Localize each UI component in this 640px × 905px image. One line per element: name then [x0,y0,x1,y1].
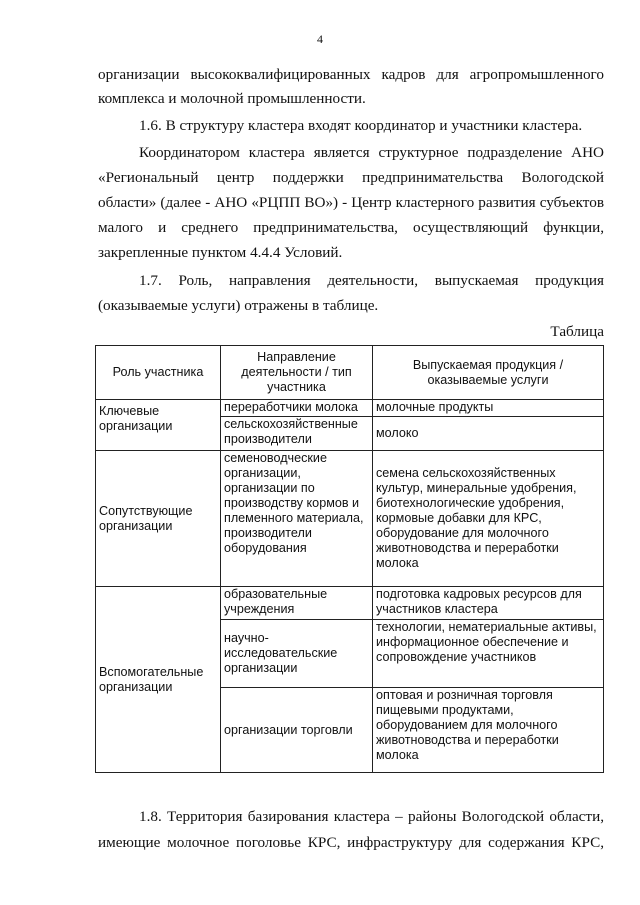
page-number: 4 [317,32,323,46]
role-supporting: Вспомогательные организации [96,587,221,773]
coordinator-line-4: малого и среднего предпринимательства, осуществляющий функции, [98,219,604,236]
intro-line-2: комплекса и молочной промышленности. [98,90,366,107]
type-cell: семеноводческие организации, организации по производству кормов и племенного материала, производители оборудования [221,451,373,587]
paragraph-1-7-line-1: 1.7. Роль, направления деятельности, выпускаемая продукция [139,272,604,289]
paragraph-1-7-line-2: (оказываемые услуги) отражены в таблице. [98,297,379,314]
type-cell: научно-исследовательские организации [221,620,373,688]
coordinator-line-1: Координатором кластера является структурное подразделение АНО [139,144,604,161]
coordinator-line-5: закрепленные пунктом 4.4.4 Условий. [98,244,343,261]
header-product: Выпускаемая продукция / оказываемые услуги [373,346,604,400]
table-caption: Таблица [550,323,604,340]
paragraph-1-6: 1.6. В структуру кластера входят координатор и участники кластера. [139,117,583,134]
product-cell: молоко [373,417,604,451]
coordinator-line-2: «Региональный центр поддержки предпринимательства Вологодской [98,169,604,186]
table-row [96,400,604,417]
intro-line-1: организации высококвалифицированных кадров для агропромышленного [98,66,604,83]
paragraph-1-8-line-2: имеющие молочное поголовье КРС, инфраструктуру для содержания КРС, [98,834,604,851]
header-role: Роль участника [96,346,221,400]
product-cell: технологии, нематериальные активы, информационное обеспечение и сопровождение участников [373,620,604,688]
type-cell: организации торговли [221,688,373,773]
type-cell: образовательные учреждения [221,587,373,620]
product-cell: оптовая и розничная торговля пищевыми продуктами, оборудованием для молочного животноводства и переработки молока [373,688,604,773]
type-cell: сельскохозяйственные производители [221,417,373,451]
role-key: Ключевые организации [96,400,221,451]
header-type: Направление деятельности / тип участника [221,346,373,400]
type-cell: переработчики молока [221,400,373,417]
role-related: Сопутствующие организации [96,451,221,587]
product-cell: семена сельскохозяйственных культур, минеральные удобрения, биотехнологические удобрения, кормовые добавки для КРС, оборудование для молочного животноводства и переработки молока [373,451,604,587]
cluster-table [95,345,604,773]
table-row [96,587,604,620]
table-header-row [96,346,604,400]
table-row [96,451,604,587]
paragraph-1-8-line-1: 1.8. Территория базирования кластера – районы Вологодской области, [139,808,604,825]
coordinator-line-3: области» (далее - АНО «РЦПП ВО») - Центр кластерного развития субъектов [98,194,604,211]
product-cell: молочные продукты [373,400,604,417]
product-cell: подготовка кадровых ресурсов для участников кластера [373,587,604,620]
